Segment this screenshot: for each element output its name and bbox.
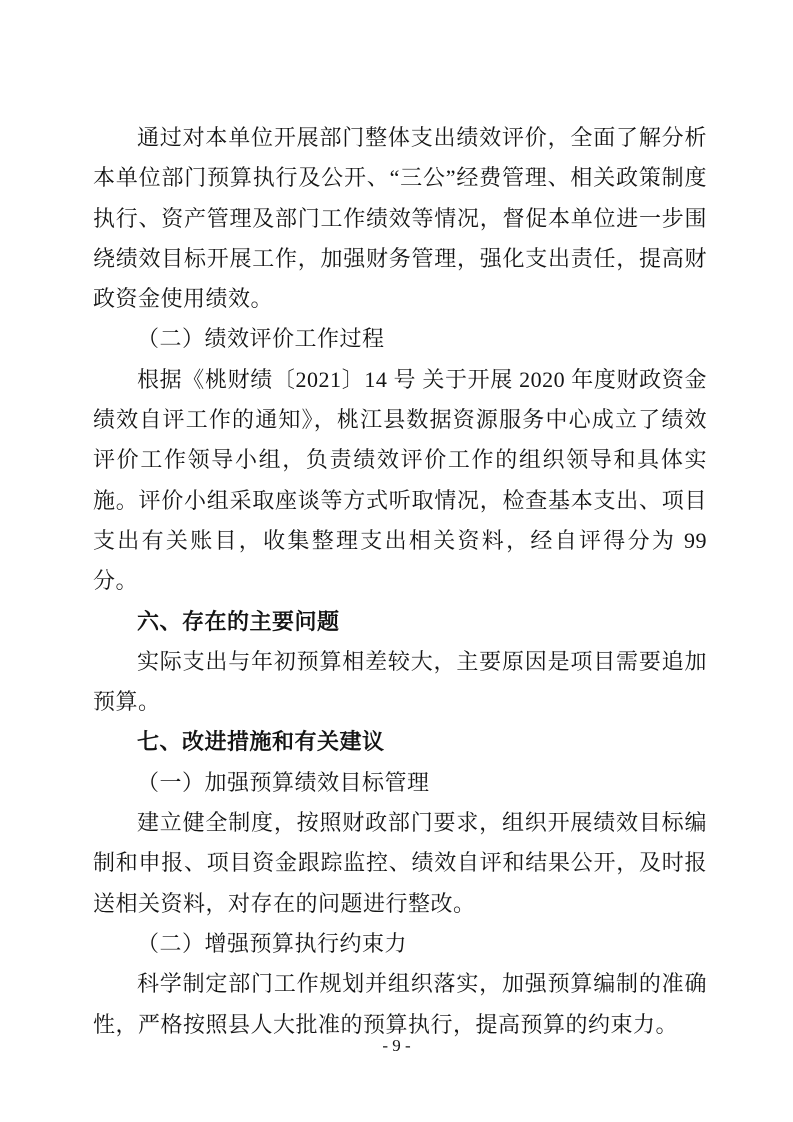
subheading-evaluation-process: （二）绩效评价工作过程 [137,326,385,352]
paragraph-budget-target-management-detail: 建立健全制度，按照财政部门要求，组织开展绩效目标编制和申报、项目资金跟踪监控、绩效自评和结果公开，及时报送相关资料，对存在的问题进行整改。 [93,810,707,916]
heading-section-7-improvement-measures: 七、改进措施和有关建议 [137,729,385,755]
paragraph-evaluation-process-detail: 根据《桃财绩〔2021〕14 号 关于开展 2020 年度财政资金绩效自评工作的通知》，桃江县数据资源服务中心成立了绩效评价工作领导小组，负责绩效评价工作的组织领导和具体实施。评价小组采取座谈等方式听取情况，检查基本支出、项目支出有关账目，收集整理支出相关资料，经自评得分为 99 分。 [93,366,707,594]
paragraph-main-problems-detail: 实际支出与年初预算相差较大，主要原因是项目需要追加预算。 [93,648,707,715]
footer-page-number: - 9 - [382,1036,411,1055]
paragraph-evaluation-purpose: 通过对本单位开展部门整体支出绩效评价，全面了解分析本单位部门预算执行及公开、“三公”经费管理、相关政策制度执行、资产管理及部门工作绩效等情况，督促本单位进一步围绕绩效目标开展工作，加强财务管理，强化支出责任，提高财政资金使用绩效。 [93,125,708,312]
heading-section-6-main-problems: 六、存在的主要问题 [137,608,340,634]
subheading-enhance-budget-execution-constraint: （二）增强预算执行约束力 [137,930,408,956]
paragraph-budget-execution-constraint-detail: 科学制定部门工作规划并组织落实，加强预算编制的准确性，严格按照县人大批准的预算执行，提高预算的约束力。 [93,971,707,1037]
document-body [93,118,707,1045]
subheading-strengthen-budget-target-management: （一）加强预算绩效目标管理 [137,769,430,795]
